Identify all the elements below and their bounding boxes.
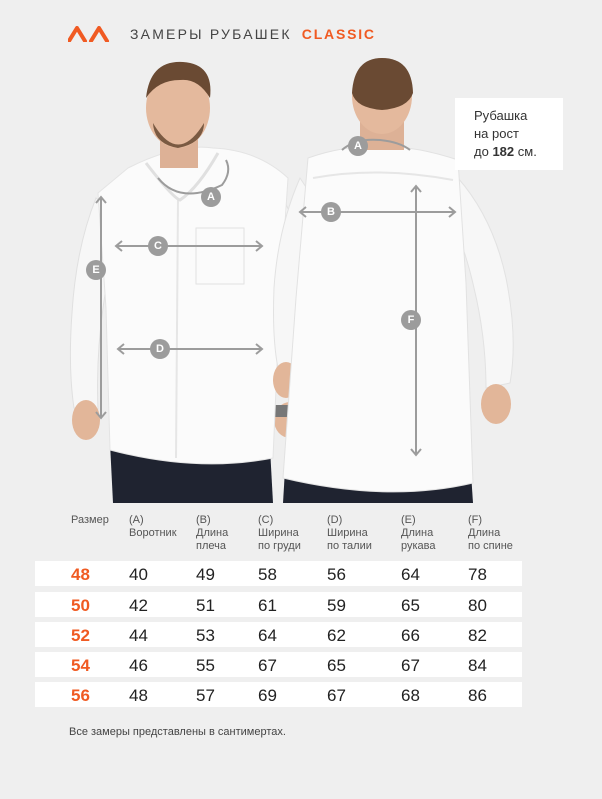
header-col-a-code: (A) [129,514,144,526]
header-col-b [196,514,228,553]
row-value-e: 64 [401,565,420,584]
row-size: 56 [71,686,90,705]
header-col-f [468,514,513,553]
row-value-e: 65 [401,596,420,615]
row-value-f: 84 [468,656,487,675]
header-col-a [129,514,177,540]
row-value-c: 64 [258,626,277,645]
info-line-1: Рубашка [474,108,528,123]
header-size: Размер [71,514,109,526]
title-prefix: ЗАМЕРЫ РУБАШЕК [130,26,292,42]
header-col-e-label2: рукава [401,540,436,552]
marker-b: B [321,202,341,222]
header-col-d-label2: по талии [327,540,372,552]
info-line-3 [474,143,563,161]
marker-d: D [150,339,170,359]
row-value-e: 67 [401,656,420,675]
row-value-d: 67 [327,686,346,705]
row-value-c: 69 [258,686,277,705]
header-col-b-label1: Длина [196,527,229,539]
header-col-e [401,514,436,553]
header-col-b-label2: плеча [196,540,226,552]
info-line-3-prefix: до [474,144,493,159]
header-col-e-label1: Длина [401,527,434,539]
row-value-f: 80 [468,596,487,615]
row-value-a: 44 [129,626,148,645]
row-value-a: 40 [129,565,148,584]
row-value-e: 68 [401,686,420,705]
page-title [130,26,376,42]
info-line-3-suffix: см. [514,144,537,159]
table-row [35,592,522,617]
header-col-f-label2: по спине [468,540,513,552]
footnote: Все замеры представлены в сантимертах. [69,726,286,738]
table-row [35,652,522,677]
row-value-b: 51 [196,596,215,615]
header-col-d-label1: Ширина [327,527,368,539]
table-row [35,682,522,707]
row-value-d: 62 [327,626,346,645]
header-col-c [258,514,301,553]
brand-logo-icon [68,26,110,42]
table-row [35,622,522,647]
header-col-c-label2: по груди [258,540,301,552]
header-col-e-code: (E) [401,514,416,526]
row-value-c: 58 [258,565,277,584]
row-value-f: 78 [468,565,487,584]
row-value-e: 66 [401,626,420,645]
title-brand: CLASSIC [301,26,376,42]
header-col-f-code: (F) [468,514,483,526]
row-value-b: 55 [196,656,215,675]
row-size: 48 [71,565,90,584]
marker-f: F [401,310,421,330]
header-col-d [327,514,372,553]
row-size: 52 [71,626,90,645]
row-value-b: 53 [196,626,215,645]
header-col-f-label1: Длина [468,527,501,539]
info-height-value: 182 [492,144,515,159]
row-size: 54 [71,656,90,675]
header-col-c-code: (C) [258,514,274,526]
row-value-d: 65 [327,656,346,675]
table-row [35,561,522,586]
row-value-f: 86 [468,686,487,705]
height-info-box [455,98,563,170]
row-value-a: 42 [129,596,148,615]
row-value-d: 56 [327,565,346,584]
row-value-a: 46 [129,656,148,675]
row-value-d: 59 [327,596,346,615]
row-value-b: 57 [196,686,215,705]
row-value-c: 67 [258,656,277,675]
row-value-b: 49 [196,565,215,584]
marker-e: E [86,260,106,280]
header-col-a-label: Воротник [129,527,177,539]
row-value-f: 82 [468,626,487,645]
marker-a-back: A [348,136,368,156]
header-col-d-code: (D) [327,514,343,526]
row-value-c: 61 [258,596,277,615]
table-header [0,514,602,558]
header-col-b-code: (B) [196,514,211,526]
marker-a-front: A [201,187,221,207]
header-col-c-label1: Ширина [258,527,299,539]
row-size: 50 [71,596,90,615]
row-value-a: 48 [129,686,148,705]
info-line-2: на рост [474,126,519,141]
marker-c: C [148,236,168,256]
